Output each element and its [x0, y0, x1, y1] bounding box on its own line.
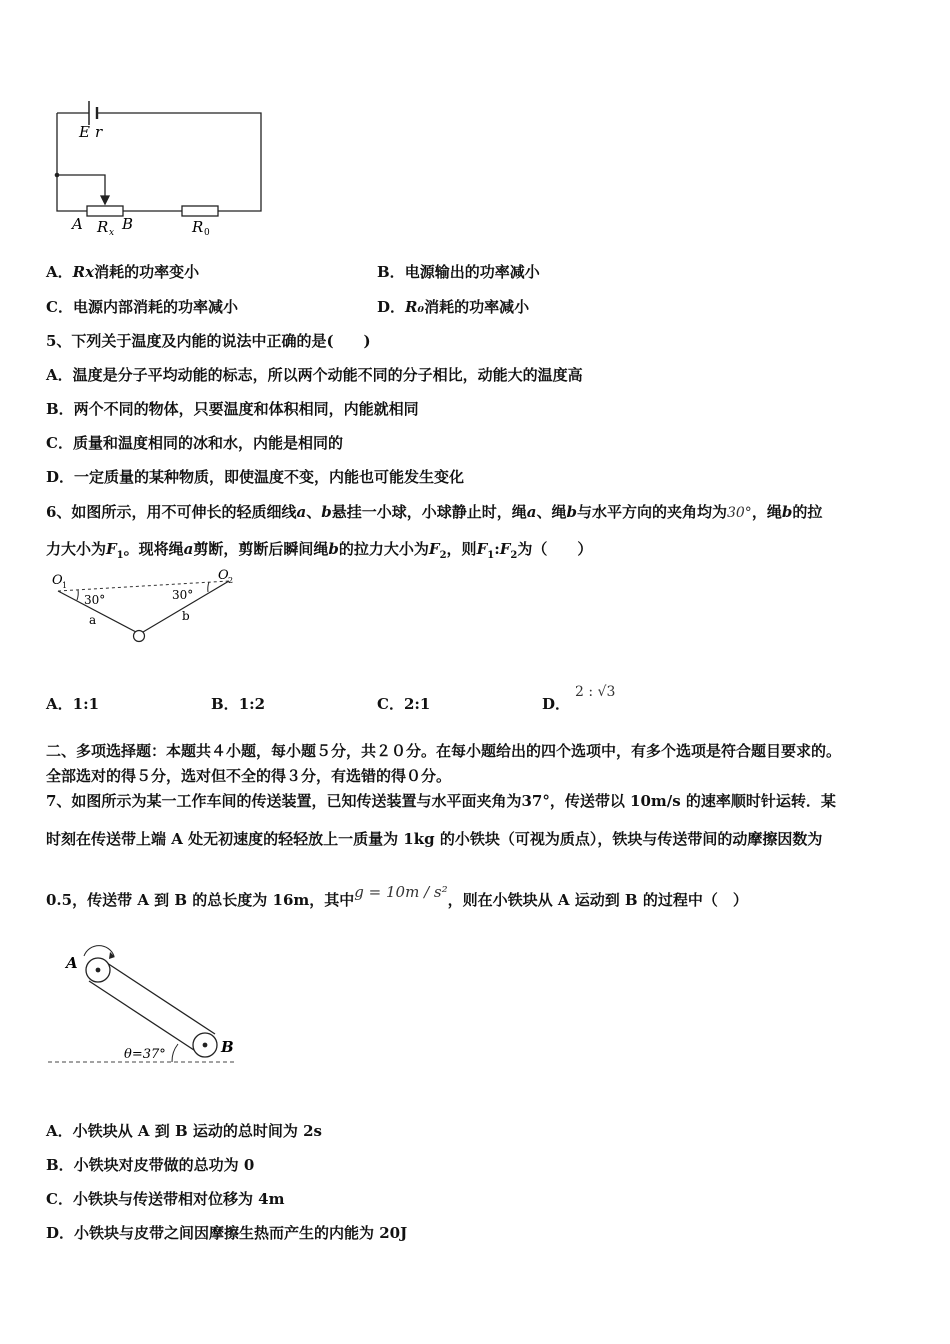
q6-stem-line1: 6、如图所示，用不可伸长的轻质细线a、b悬挂一小球，小球静止时，绳a、绳b与水平方向的夹角均为30°，绳b的拉 — [46, 503, 823, 521]
circuit-diagram — [40, 95, 280, 245]
q4-option-b[interactable]: B．电源输出的功率减小 — [377, 263, 540, 281]
angle-37-label: θ=37° — [124, 1047, 166, 1062]
o2-subscript: 2 — [228, 576, 234, 585]
left-angle-label: 30° — [84, 593, 106, 607]
right-angle-label: 30° — [172, 588, 194, 602]
section2-instructions-line1: 二、多项选择题：本题共４小题，每小题５分，共２０分。在每小题给出的四个选项中，有多个选项是符合题目要求的。 — [46, 742, 842, 760]
internal-resistance-label: r — [95, 123, 103, 141]
emf-label: E — [79, 123, 90, 141]
q7-option-d[interactable]: D．小铁块与皮带之间因摩擦生热而产生的内能为 20J — [46, 1224, 408, 1242]
section2-instructions-line2: 全部选对的得５分，选对但不全的得３分，有选错的得０分。 — [46, 767, 452, 785]
q6-stem-line2: 力大小为$F_1$。现将绳a剪断，剪断后瞬间绳b的拉力大小为$F_2$，则$F_1:F_2$为（ ） — [46, 540, 593, 561]
q4-option-d[interactable]: D．R₀消耗的功率减小 — [377, 298, 530, 316]
terminal-b-label: B — [122, 215, 134, 233]
angle-30-math: 30° — [726, 505, 752, 521]
q5-option-a[interactable]: A．温度是分子平均动能的标志，所以两个动能不同的分子相比，动能大的温度高 — [46, 366, 583, 384]
g-value-math: g = 10m / s² — [354, 883, 448, 901]
q7-stem-line1: 7、如图所示为某一工作车间的传送装置，已知传送装置与水平面夹角为37°，传送带以 10m/s 的速率顺时针运转．某 — [46, 792, 836, 810]
hanging-ball-diagram — [44, 566, 244, 648]
r0-subscript: 0 — [204, 228, 210, 238]
q5-option-b[interactable]: B．两个不同的物体，只要温度和体积相同，内能就相同 — [46, 400, 419, 418]
q7-stem-line3: 0.5，传送带 A 到 B 的总长度为 16m，其中g = 10m / s²，则在小铁块从 A 运动到 B 的过程中（ ） — [46, 883, 748, 909]
rope-b-label: b — [182, 609, 190, 623]
o2-label: O — [218, 568, 229, 583]
q5-option-c[interactable]: C．质量和温度相同的冰和水，内能是相同的 — [46, 434, 343, 452]
r0-label: R — [192, 218, 204, 236]
rope-a-label: a — [89, 613, 97, 627]
q7-option-a[interactable]: A．小铁块从 A 到 B 运动的总时间为 2s — [46, 1122, 322, 1140]
q5-stem: 5、下列关于温度及内能的说法中正确的是( ) — [46, 332, 371, 350]
q6-option-c[interactable]: C．2:1 — [377, 695, 431, 713]
q6-option-a[interactable]: A．1:1 — [46, 695, 100, 713]
point-a-label: A — [66, 954, 78, 972]
rx-label: R — [97, 218, 109, 236]
terminal-a-label: A — [72, 215, 83, 233]
o1-label: O — [52, 573, 63, 588]
q4-option-a[interactable]: A．Rx消耗的功率变小 — [46, 263, 200, 281]
q7-option-c[interactable]: C．小铁块与传送带相对位移为 4m — [46, 1190, 285, 1208]
q6-option-d-math[interactable]: 2 : √3 — [575, 684, 616, 700]
q6-option-d-label[interactable]: D． — [542, 695, 571, 713]
point-b-label: B — [221, 1038, 234, 1056]
q7-option-b[interactable]: B．小铁块对皮带做的总功为 0 — [46, 1156, 255, 1174]
q4-option-c[interactable]: C．电源内部消耗的功率减小 — [46, 298, 238, 316]
rx-subscript: x — [109, 228, 115, 238]
q5-option-d[interactable]: D．一定质量的某种物质，即使温度不变，内能也可能发生变化 — [46, 468, 465, 486]
q6-option-b[interactable]: B．1:2 — [211, 695, 266, 713]
o1-subscript: 1 — [62, 581, 68, 590]
q7-stem-line2: 时刻在传送带上端 A 处无初速度的轻轻放上一质量为 1kg 的小铁块（可视为质点），铁块与传送带间的动摩擦因数为 — [46, 830, 823, 848]
conveyor-belt-diagram — [44, 938, 244, 1068]
